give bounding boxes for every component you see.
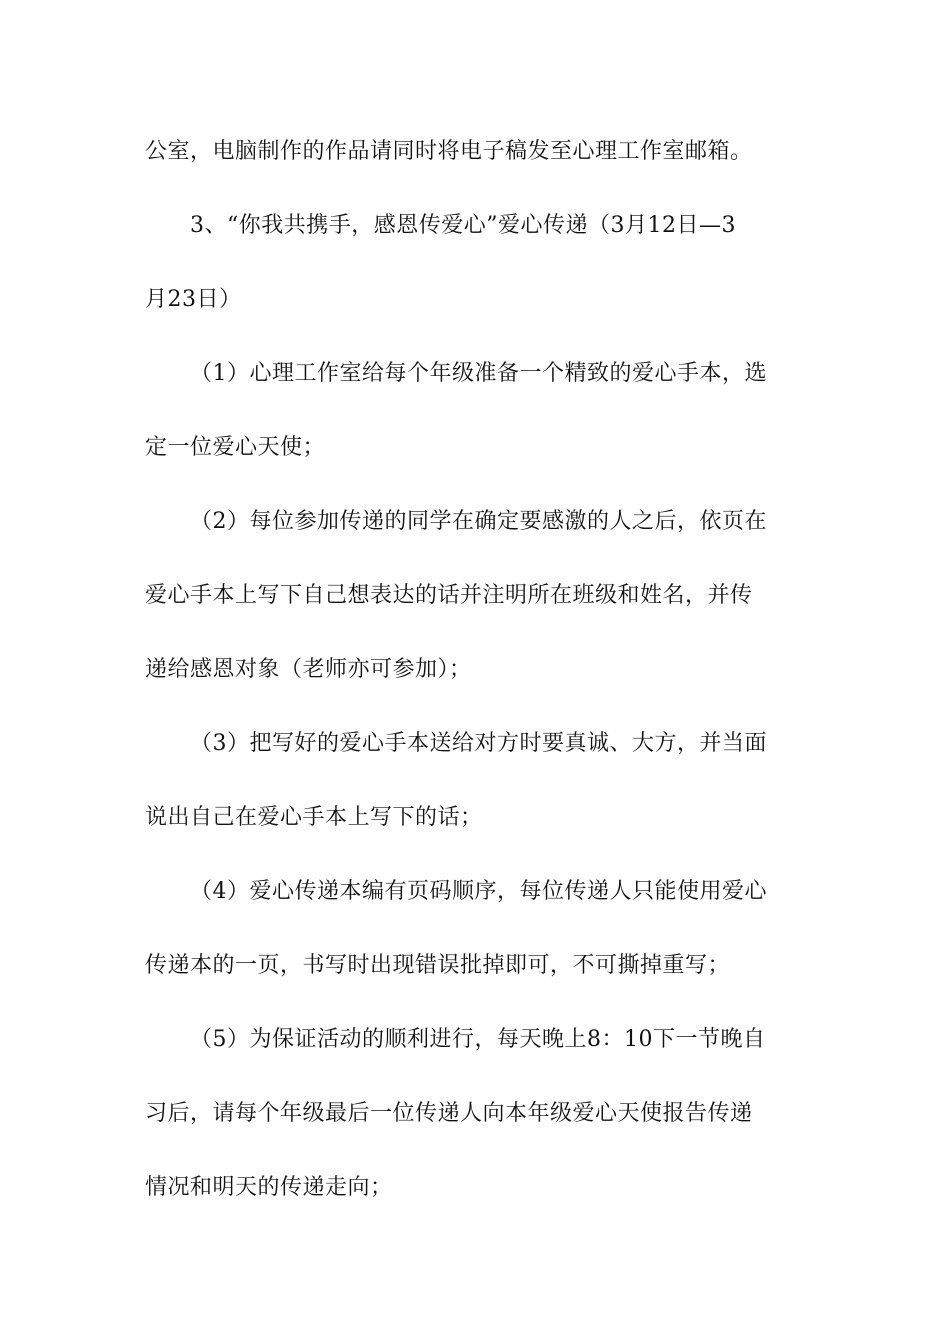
list-item-line: 定一位爱心天使； [145, 435, 326, 460]
list-item-line: （3）把写好的爱心手本送给对方时要真诚、大方，并当面 [190, 731, 767, 756]
section-heading-line: 3、“你我共携手，感恩传爱心”爱心传递（3月12日—3 [190, 213, 736, 238]
list-item-line: （4）爱心传递本编有页码顺序，每位传递人只能使用爱心 [190, 879, 767, 904]
list-item-line: （5）为保证活动的顺利进行，每天晚上8：10下一节晚自 [190, 1027, 766, 1052]
list-item-line: 爱心手本上写下自己想表达的话并注明所在班级和姓名，并传 [145, 583, 753, 608]
list-item-line: 说出自己在爱心手本上写下的话； [145, 805, 483, 830]
paragraph-line: 公室，电脑制作的作品请同时将电子稿发至心理工作室邮箱。 [145, 139, 753, 164]
list-item-line: 习后，请每个年级最后一位传递人向本年级爱心天使报告传递 [145, 1101, 753, 1126]
list-item-line: 传递本的一页，书写时出现错误批掉即可，不可撕掉重写； [145, 953, 731, 978]
section-heading-line: 月23日） [145, 287, 242, 312]
list-item-line: （1）心理工作室给每个年级准备一个精致的爱心手本，选 [190, 361, 767, 386]
list-item-line: 递给感恩对象（老师亦可参加）； [145, 657, 472, 682]
list-item-line: （2）每位参加传递的同学在确定要感激的人之后，依页在 [190, 509, 767, 534]
list-item-line: 情况和明天的传递走向； [145, 1175, 393, 1200]
